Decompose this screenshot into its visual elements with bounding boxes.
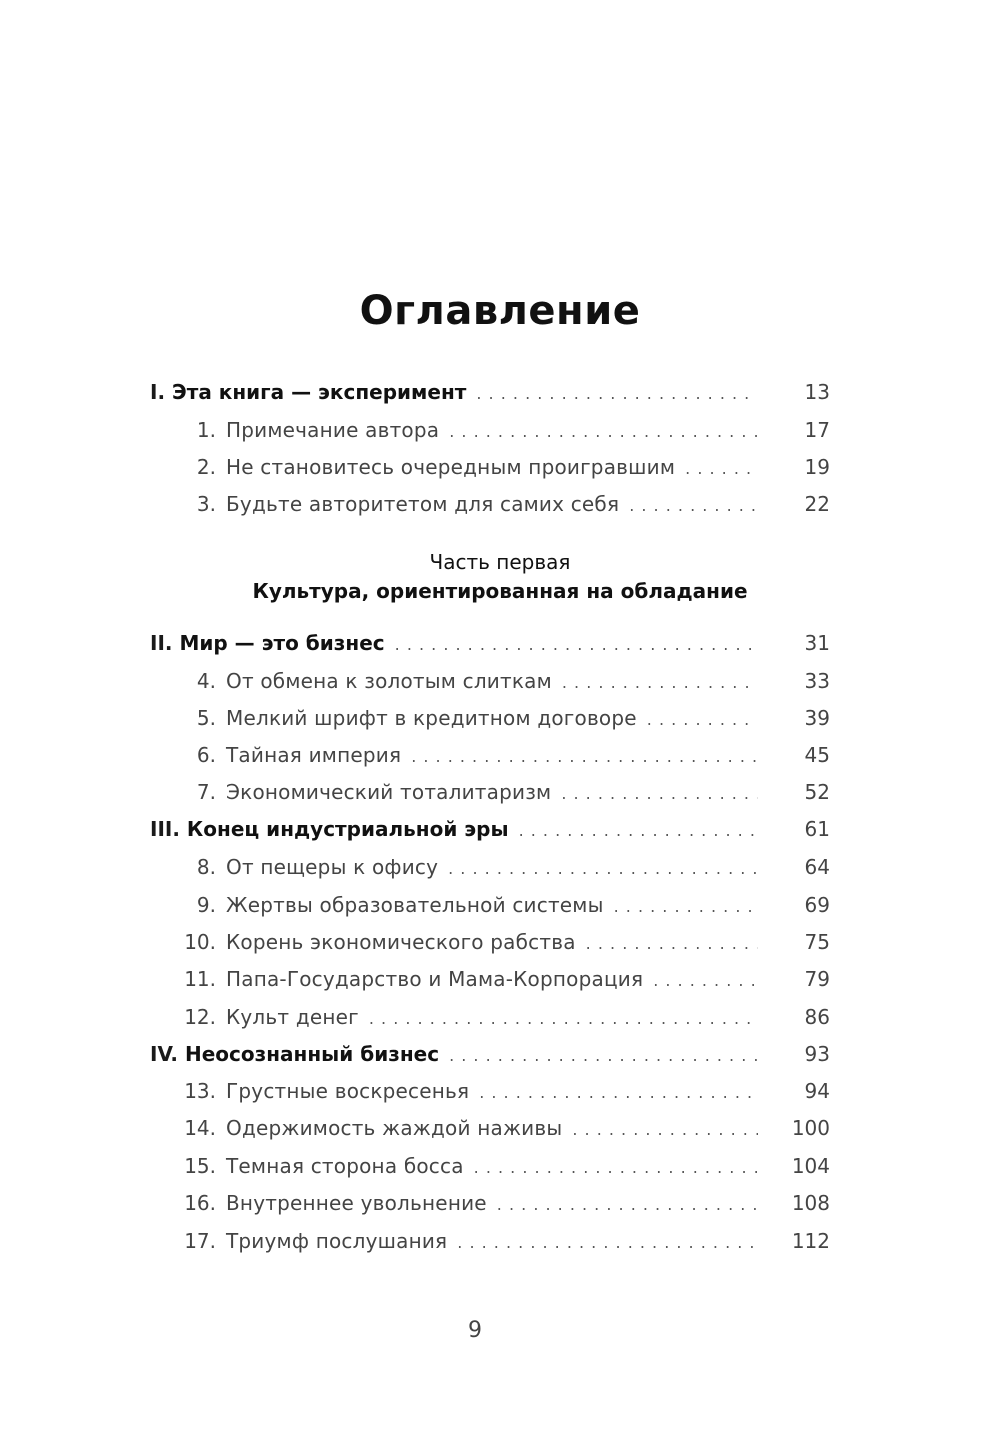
toc-section-row[interactable] — [150, 852, 830, 882]
dot-leader — [449, 417, 758, 447]
page-number: 86 — [804, 1005, 830, 1029]
chapter-title: Мир — это бизнес — [179, 631, 385, 655]
page-number: 39 — [804, 706, 830, 730]
page-number: 69 — [804, 893, 830, 917]
chapter-number: IV. — [150, 1042, 178, 1066]
dot-leader — [586, 929, 758, 959]
section-title: Примечание автора — [226, 418, 440, 442]
section-number: 2. — [196, 455, 216, 479]
page-number: 104 — [791, 1154, 830, 1178]
section-title: Одержимость жаждой наживы — [226, 1116, 563, 1140]
page-title: Оглавление — [359, 288, 641, 334]
section-number: 5. — [196, 706, 216, 730]
section-number: 16. — [184, 1191, 216, 1215]
toc-section-row[interactable] — [150, 489, 830, 519]
dot-leader — [457, 1228, 758, 1258]
toc-section-row[interactable] — [150, 452, 830, 482]
dot-leader — [685, 454, 758, 484]
page-number: 108 — [791, 1191, 830, 1215]
section-number: 12. — [184, 1005, 216, 1029]
part-label: Часть первая — [429, 550, 571, 574]
toc-section-row[interactable] — [150, 1076, 830, 1106]
dot-leader — [448, 854, 758, 884]
section-number: 3. — [196, 492, 216, 516]
page-number: 61 — [804, 817, 830, 841]
section-title: Темная сторона босса — [226, 1154, 464, 1178]
page-number: 52 — [804, 780, 830, 804]
section-title: Мелкий шрифт в кредитном договоре — [226, 706, 637, 730]
page-number: 93 — [804, 1042, 830, 1066]
dot-leader — [614, 892, 758, 922]
toc-chapter-row[interactable] — [150, 377, 830, 407]
section-title: Не становитесь очередным проигравшим — [226, 455, 676, 479]
dot-leader — [653, 966, 758, 996]
page-folio: 9 — [468, 1318, 482, 1343]
page-number: 17 — [804, 418, 830, 442]
section-number: 14. — [184, 1116, 216, 1140]
dot-leader — [395, 630, 758, 660]
section-number: 11. — [184, 967, 216, 991]
toc-chapter-row[interactable] — [150, 814, 830, 844]
page-number: 19 — [804, 455, 830, 479]
toc-section-row[interactable] — [150, 890, 830, 920]
chapter-title: Эта книга — эксперимент — [172, 380, 467, 404]
chapter-title: Неосознанный бизнес — [184, 1042, 440, 1066]
page-number: 94 — [804, 1079, 830, 1103]
section-title: Корень экономического рабства — [226, 930, 576, 954]
toc-section-row[interactable] — [150, 703, 830, 733]
section-number: 9. — [196, 893, 216, 917]
dot-leader — [561, 779, 758, 809]
section-number: 10. — [184, 930, 216, 954]
section-title: Будьте авторитетом для самих себя — [226, 492, 620, 516]
dot-leader — [474, 1153, 758, 1183]
section-title: Жертвы образовательной системы — [226, 893, 604, 917]
toc-section-row[interactable] — [150, 1226, 830, 1256]
dot-leader — [629, 491, 758, 521]
section-title: Тайная империя — [226, 743, 402, 767]
section-number: 17. — [184, 1229, 216, 1253]
chapter-number: III. — [150, 817, 180, 841]
toc-section-row[interactable] — [150, 777, 830, 807]
dot-leader — [497, 1190, 758, 1220]
toc-chapter-row[interactable] — [150, 628, 830, 658]
page-number: 13 — [804, 380, 830, 404]
section-title: От обмена к золотым слиткам — [226, 669, 552, 693]
dot-leader — [369, 1004, 758, 1034]
toc-section-row[interactable] — [150, 927, 830, 957]
dot-leader — [519, 816, 758, 846]
section-title: От пещеры к офису — [226, 855, 439, 879]
page-number: 75 — [804, 930, 830, 954]
page-number: 45 — [804, 743, 830, 767]
page-number: 22 — [804, 492, 830, 516]
dot-leader — [411, 742, 758, 772]
section-title: Триумф послушания — [226, 1229, 448, 1253]
section-number: 8. — [196, 855, 216, 879]
section-title: Культ денег — [226, 1005, 359, 1029]
page-number: 33 — [804, 669, 830, 693]
dot-leader — [449, 1041, 758, 1071]
dot-leader — [572, 1115, 758, 1145]
page-number: 100 — [791, 1116, 830, 1140]
section-number: 1. — [196, 418, 216, 442]
toc-section-row[interactable] — [150, 415, 830, 445]
chapter-number: I. — [150, 380, 166, 404]
part-title: Культура, ориентированная на обладание — [252, 579, 748, 603]
toc-section-row[interactable] — [150, 666, 830, 696]
section-number: 13. — [184, 1079, 216, 1103]
section-number: 15. — [184, 1154, 216, 1178]
section-title: Экономический тоталитаризм — [226, 780, 552, 804]
toc-section-row[interactable] — [150, 1002, 830, 1032]
page-number: 112 — [791, 1229, 830, 1253]
section-title: Папа-Государство и Мама-Корпорация — [226, 967, 644, 991]
dot-leader — [479, 1078, 758, 1108]
section-number: 6. — [196, 743, 216, 767]
page-number: 64 — [804, 855, 830, 879]
toc-section-row[interactable] — [150, 740, 830, 770]
section-number: 4. — [196, 669, 216, 693]
dot-leader — [476, 379, 758, 409]
section-number: 7. — [196, 780, 216, 804]
toc-section-row[interactable] — [150, 1188, 830, 1218]
toc-chapter-row[interactable] — [150, 1039, 830, 1069]
page-number: 31 — [804, 631, 830, 655]
toc-section-row[interactable] — [150, 1113, 830, 1143]
toc-section-row[interactable] — [150, 1151, 830, 1181]
toc-section-row[interactable] — [150, 964, 830, 994]
dot-leader — [647, 705, 758, 735]
section-title: Грустные воскресенья — [226, 1079, 470, 1103]
chapter-number: II. — [150, 631, 173, 655]
dot-leader — [562, 668, 758, 698]
chapter-title: Конец индустриальной эры — [186, 817, 509, 841]
section-title: Внутреннее увольнение — [226, 1191, 487, 1215]
page-number: 79 — [804, 967, 830, 991]
